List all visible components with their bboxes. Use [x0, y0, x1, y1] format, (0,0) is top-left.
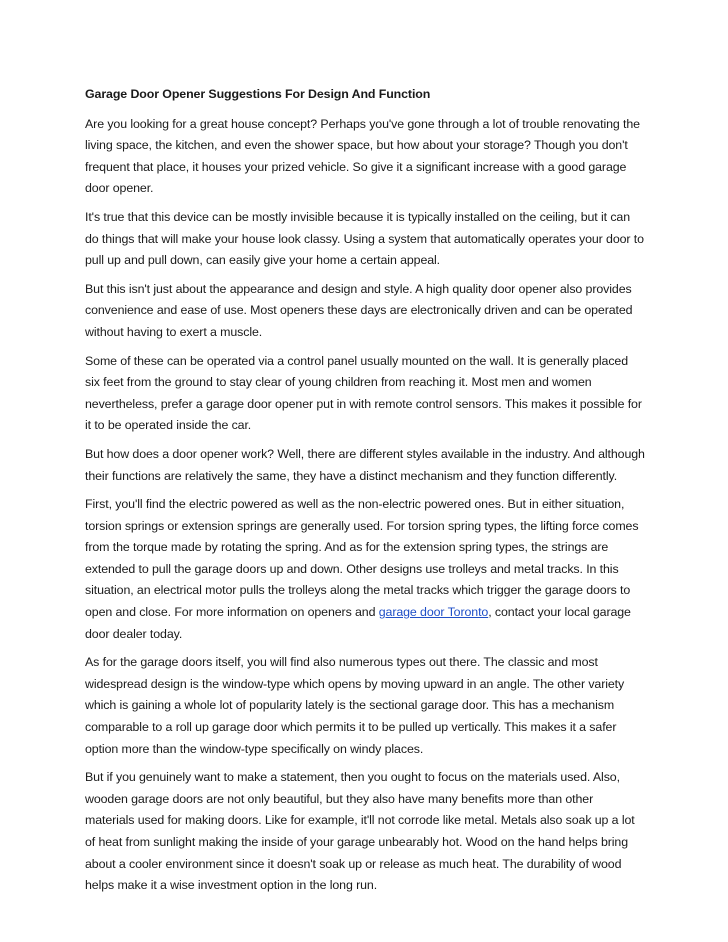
paragraph-2: It's true that this device can be mostly invisible because it is typically installed on the ceiling, but it can do things that will make your house look classy. Using a system that automatically operates your door to pull up and pull down, can easily give your home a certain appeal.	[85, 209, 644, 268]
document-page	[85, 84, 645, 904]
paragraph-4: Some of these can be operated via a control panel usually mounted on the wall. It is generally placed six feet from the ground to stay clear of young children from reaching it. Most men and women nevertheless, prefer a garage door opener put in with remote control sensors. This makes it possible for it to be operated inside the car.	[85, 353, 642, 433]
document-title: Garage Door Opener Suggestions For Design And Function	[85, 87, 431, 101]
paragraph-7: As for the garage doors itself, you will find also numerous types out there. The classic and most widespread design is the window-type which opens by moving upward in an angle. The other variety which is gaining a whole lot of popularity lately is the sectional garage door. This has a mechanism comparable to a roll up garage door which permits it to be pulled up vertically. This makes it a safer option more than the window-type specifically on windy places.	[85, 655, 625, 756]
paragraph-5: But how does a door opener work? Well, there are different styles available in the industry. And although their functions are relatively the same, they have a distinct mechanism and they function differently.	[85, 446, 645, 483]
paragraph-6-text-before-link: First, you'll find the electric powered as well as the non-electric powered ones. But in either situation, torsion springs or extension springs are generally used. For torsion spring types, the lifting force comes from the torque made by rotating the spring. And as for the extension spring types, the strings are extended to pull the garage doors up and down. Other designs use trolleys and metal tracks. In this situation, an electrical motor pulls the trolleys along the metal tracks which trigger the garage doors to open and close. For more information on openers and	[85, 497, 639, 620]
paragraph-1: Are you looking for a great house concept? Perhaps you've gone through a lot of trouble renovating the living space, the kitchen, and even the shower space, but how about your storage? Though you don't frequent that place, it houses your prized vehicle. So give it a significant increase with a good garage door opener.	[85, 116, 640, 196]
paragraph-6	[85, 494, 645, 645]
garage-door-toronto-link[interactable]: garage door Toronto	[378, 605, 489, 620]
paragraph-8: But if you genuinely want to make a statement, then you ought to focus on the materials used. Also, wooden garage doors are not only beautiful, but they also have many benefits more than other materials used for making doors. Like for example, it'll not corrode like metal. Metals also soak up a lot of heat from sunlight making the inside of your garage unbearably hot. Wood on the hand helps bring about a cooler environment since it doesn't soak up or release as much heat. The durability of wood helps make it a wise investment option in the long run.	[85, 770, 635, 893]
paragraph-3: But this isn't just about the appearance and design and style. A high quality door opener also provides convenience and ease of use. Most openers these days are electronically driven and can be operated without having to exert a muscle.	[85, 281, 633, 339]
paragraph-6-text-after-link: , contact your local garage door dealer today.	[85, 605, 631, 641]
